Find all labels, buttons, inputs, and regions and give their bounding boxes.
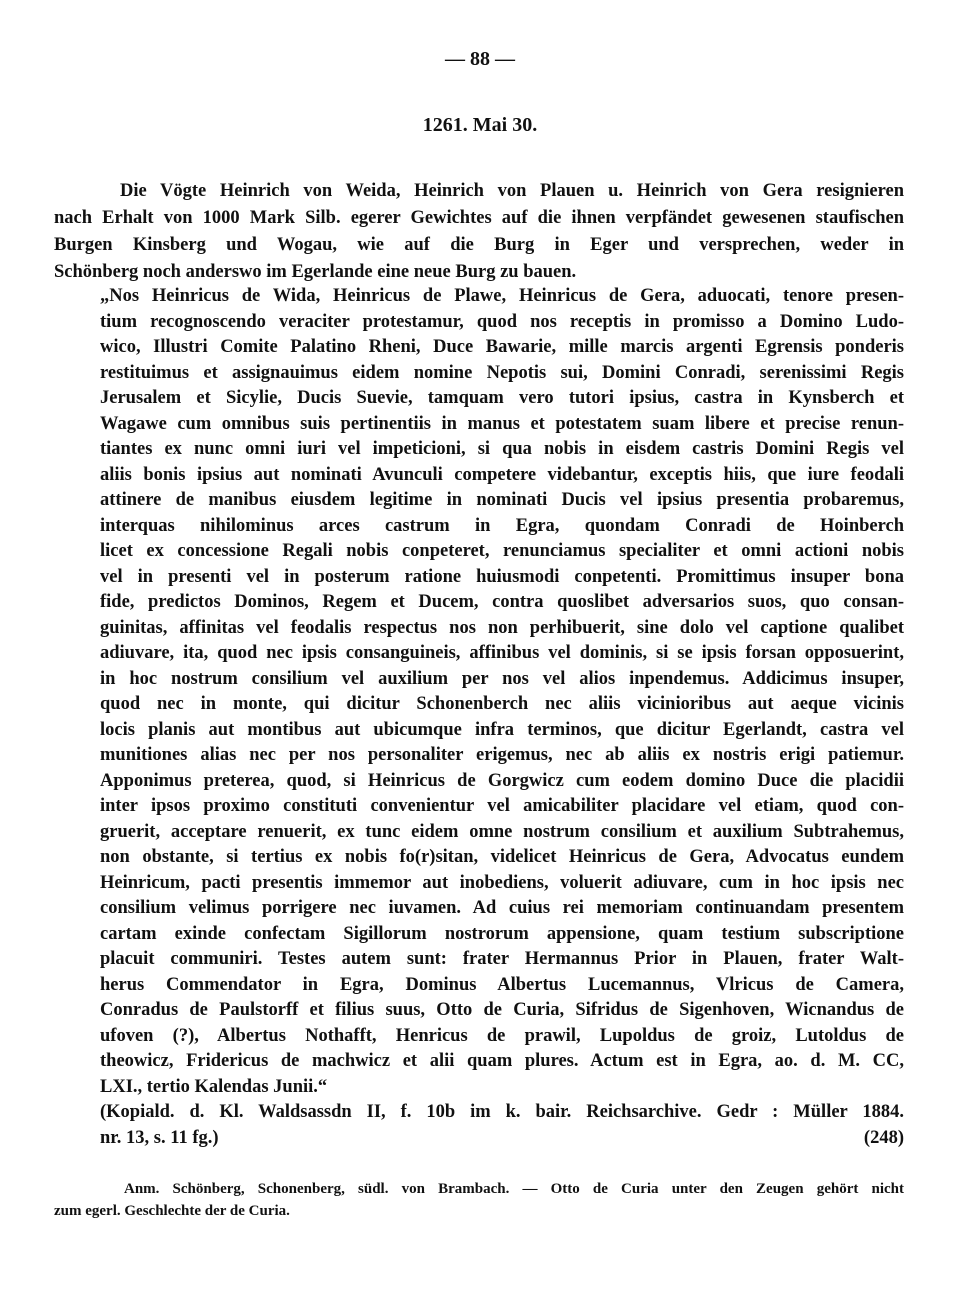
footnote-line: Anm. Schönberg, Schonenberg, südl. von Brambach. — Otto de Curia unter den Zeugen gehört nicht xyxy=(124,1181,904,1197)
charter-line: adiuvare, ita, quod nec ipsis consanguineis, affinibus vel dominis, si se ipsis forsan opposuerint, xyxy=(100,643,904,663)
document-number: (248) xyxy=(863,1127,904,1148)
charter-line: cartam exinde confectam Sigillorum nostrorum appensione, quam testium subscriptione xyxy=(100,923,904,944)
summary-line: Burgen Kinsberg und Wogau, wie auf die Burg in Eger und versprechen, weder in xyxy=(54,235,904,255)
charter-line: tium recognoscendo veraciter protestamur, quod nos receptis in promisso a Domino Ludo- xyxy=(100,311,904,332)
charter-line: placuit communiri. Testes autem sunt: frater Hermannus Prior in Plauen, frater Walt- xyxy=(100,949,904,969)
page-number: — 88 — xyxy=(445,48,515,70)
charter-line: Heinricum, pacti presentis immemor aut inobediens, voluerit adiuvare, cum in hoc ipsis nec xyxy=(100,872,904,893)
summary-line: nach Erhalt von 1000 Mark Silb. egerer Gewichtes auf die ihnen verpfändet gewesenen staufischen xyxy=(54,208,904,228)
charter-line: locis planis aut montibus aut ubicumque infra terminos, que dicitur Egerlandt, castra vel xyxy=(100,719,904,740)
footnote xyxy=(54,1178,904,1222)
footnote-line: zum egerl. Geschlechte der de Curia. xyxy=(54,1203,290,1219)
charter-line: in hoc nostrum consilium vel auxilium per nos vel alios inpendemus. Addicimus insuper, xyxy=(100,668,904,689)
charter-line: consilium velimus porrigere nec iuvamen. Ad cuius rei memoriam continuandam presentem xyxy=(100,898,904,918)
charter-line: vel in presenti vel in posterum ratione huiusmodi conpetenti. Promittimus insuper bona xyxy=(100,566,904,587)
summary-line: Die Vögte Heinrich von Weida, Heinrich von Plauen u. Heinrich von Gera resignieren xyxy=(120,181,904,201)
charter-text xyxy=(54,284,904,1151)
charter-line: attinere de manibus eiusdem legitime in nominati Ducis vel ipsius presentia probaremus, xyxy=(100,490,904,510)
charter-line: inter ipsos proximo constituti convenientur vel amicabiliter placidare vel etiam, quod con- xyxy=(100,796,904,816)
charter-line: ufoven (?), Albertus Nothafft, Henricus de prawil, Lupoldus de groiz, Lutoldus de xyxy=(100,1025,904,1046)
charter-line: Wagawe cum omnibus suis pertinentiis in manus et potestatem suam libere et precise renun- xyxy=(100,413,904,434)
charter-line: guinitas, affinitas vel feodalis respectus nos non perhibuerit, sine dolo vel captione qualibet xyxy=(100,617,904,638)
charter-line: aliis bonis ipsius aut nominati Avunculi competere videbantur, exceptis hiis, que iure feodali xyxy=(100,464,904,485)
charter-line: restituimus et assignauimus eidem nomine Nepotis sui, Domini Conradi, serenissimi Regis xyxy=(100,362,904,383)
charter-line: theowicz, Fridericus de machwicz et alii quam plures. Actum est in Egra, ao. d. M. CC, xyxy=(100,1051,904,1071)
charter-line: LXI., tertio Kalendas Junii.“ xyxy=(100,1076,328,1097)
charter-line: licet ex concessione Regali nobis conpeteret, renunciamus specialiter et omni actioni nobis xyxy=(100,541,904,561)
source-citation: (Kopiald. d. Kl. Waldsassdn II, f. 10b im k. bair. Reichsarchive. Gedr : Müller 1884. xyxy=(100,1102,904,1122)
charter-line: non obstante, si tertius ex nobis fo(r)sitan, videlicet Heinricus de Gera, Advocatus eundem xyxy=(100,847,904,867)
charter-line: gruerit, acceptare renuerit, ex tunc eidem omne nostrum consilium et auxilium Subtrahemus, xyxy=(100,821,904,842)
source-citation: nr. 13, s. 11 fg.) xyxy=(100,1127,219,1148)
charter-line: fide, predictos Dominos, Regem et Ducem, contra quoslibet adversarios suos, quo consan- xyxy=(100,592,904,612)
charter-line: munitiones alias nec per nos personaliter erigemus, nec ab aliis ex nostris erigi patiemur. xyxy=(100,745,904,765)
charter-line: tiantes ex nunc omni iuri vel impeticioni, si qua nobis in eisdem castris Domini Regis vel xyxy=(100,439,904,459)
charter-line: „Nos Heinricus de Wida, Heinricus de Plawe, Heinricus de Gera, aduocati, tenore presen- xyxy=(100,286,904,306)
regest-summary xyxy=(54,178,904,286)
date-heading: 1261. Mai 30. xyxy=(422,114,538,136)
charter-line: Conradus de Paulstorff et filius suus, Otto de Curia, Sifridus de Sigenhoven, Wicnandus de xyxy=(100,1000,904,1020)
charter-line: interquas nihilominus arces castrum in Egra, quondam Conradi de Hoinberch xyxy=(100,515,904,536)
charter-line: wico, Illustri Comite Palatino Rheni, Duce Bawarie, mille marcis argenti Egrensis ponderis xyxy=(100,337,904,357)
charter-line: herus Commendator in Egra, Dominus Albertus Lucemannus, Vlricus de Camera, xyxy=(100,974,904,995)
charter-line: quod nec in monte, qui dicitur Schonenberch nec aliis vicinioribus aut aeque vicinis xyxy=(100,694,904,714)
charter-line: Jerusalem et Sicylie, Ducis Suevie, tamquam vero tutori ipsius, castra in Kynsberch et xyxy=(100,388,904,408)
charter-line: Apponimus preterea, quod, si Heinricus de Gorgwicz cum eodem domino Duce die placidii xyxy=(100,770,904,791)
summary-line: Schönberg noch anderswo im Egerlande eine neue Burg zu bauen. xyxy=(54,262,577,282)
source-citation-end xyxy=(54,1126,904,1152)
